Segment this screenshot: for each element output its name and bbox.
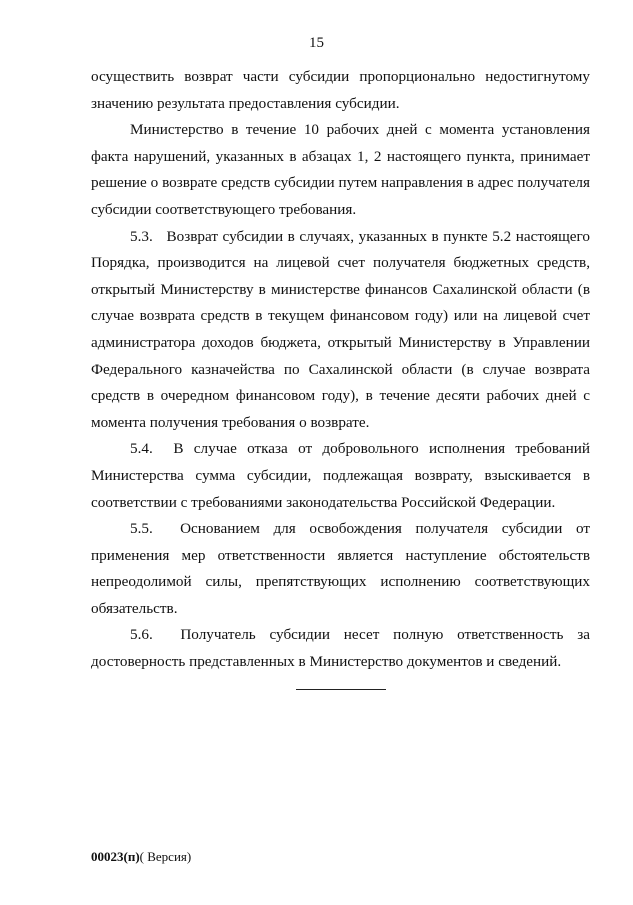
document-body (91, 64, 590, 676)
end-of-text-separator (296, 689, 386, 690)
paragraph-continuation: осуществить возврат части субсидии пропорционально недостигнутому значению результата предоставления субсидии. (91, 68, 590, 112)
paragraph-clause-5-4: 5.4. В случае отказа от добровольного исполнения требований Министерства сумма субсидии, подлежащая возврату, взыскивается в соответствии с требованиями законодательства Российской Федерации. (91, 440, 590, 511)
paragraph-clause-5-5: 5.5. Основанием для освобождения получателя субсидии от применения мер ответственности является наступление обстоятельств непреодолимой силы, препятствующих исполнению соответствующих обязательств. (91, 520, 590, 617)
paragraph-clause-5-6: 5.6. Получатель субсидии несет полную ответственность за достоверность представленных в Министерство документов и сведений. (91, 626, 590, 671)
footer (91, 849, 191, 865)
footer-document-code: 00023(п) (91, 849, 140, 864)
footer-version: ( Версия) (139, 849, 192, 864)
paragraph-clause-5-3: 5.3. Возврат субсидии в случаях, указанных в пункте 5.2 настоящего Порядка, производится на лицевой счет получателя бюджетных средств, открытый Министерству в министерстве финансов Сахалинской области (в случае возврата средств в текущем финансовом году) или на лицевой счет администратора доходов бюджета, открытый Министерству в Управлении Федерального казначейства по Сахалинской области (в случае возврата средств в очередном финансовом году), в течение десяти рабочих дней с момента получения требования о возврате. (91, 227, 590, 431)
page-number: 15 (309, 35, 324, 51)
paragraph-ministry-decision: Министерство в течение 10 рабочих дней с момента установления факта нарушений, указанных в абзацах 1, 2 настоящего пункта, принимает решение о возврате средств субсидии путем направления в адрес получателя субсидии соответствующего требования. (91, 121, 590, 218)
